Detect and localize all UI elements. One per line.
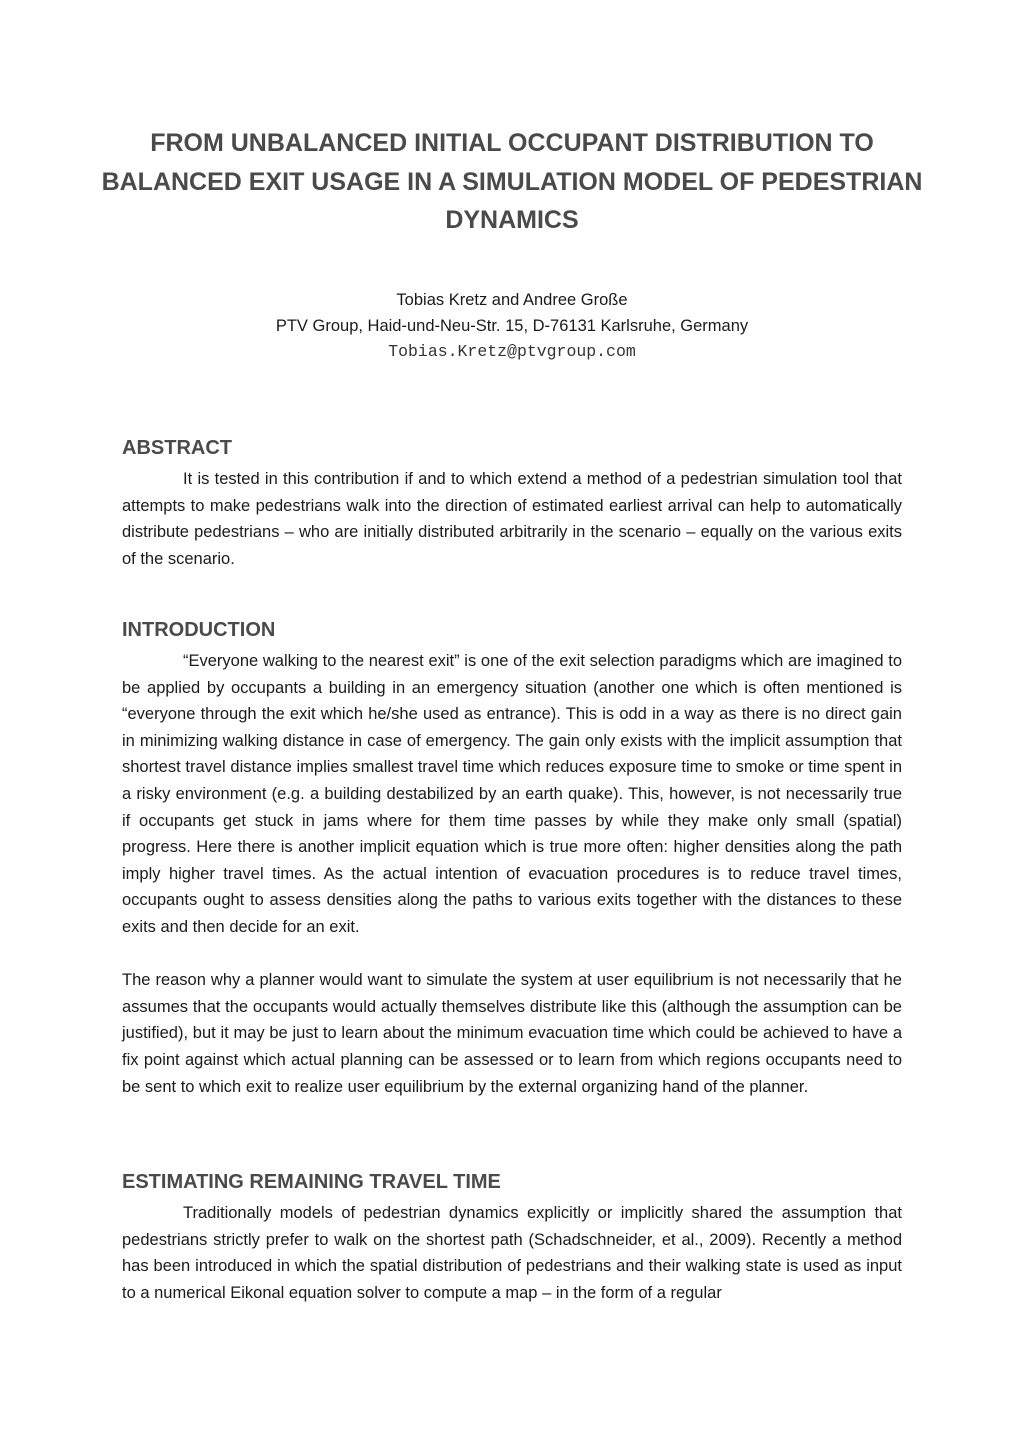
abstract-text: It is tested in this contribution if and to which extend a method of a pedestrian simulation tool that attempts to make pedestrians walk into the direction of estimated earliest arrival can help to automatically distribute pedestrians – who are initially distributed arbitrarily in the scenario – equally on the various exits of the scenario. [122, 470, 902, 568]
estimating-heading: ESTIMATING REMAINING TRAVEL TIME [122, 1171, 501, 1193]
author-block [0, 287, 1024, 339]
abstract-section [122, 434, 902, 572]
introduction-paragraph-2: The reason why a planner would want to simulate the system at user equilibrium is not necessarily that he assumes that the occupants would actually themselves distribute like this (although the assumption can be justified), but it may be just to learn about the minimum evacuation time which could be achieved to have a fix point against which actual planning can be assessed or to learn from which regions occupants need to be sent to which exit to realize user equilibrium by the external organizing hand of the planner. [122, 971, 902, 1096]
estimating-section [122, 1168, 902, 1306]
introduction-heading: INTRODUCTION [122, 619, 276, 641]
abstract-heading: ABSTRACT [122, 437, 232, 459]
author-names: Tobias Kretz and Andree Große [396, 291, 628, 309]
author-affiliation: PTV Group, Haid-und-Neu-Str. 15, D-76131 Karlsruhe, Germany [275, 317, 749, 335]
author-email[interactable]: Tobias.Kretz@ptvgroup.com [388, 342, 636, 361]
paper-title: FROM UNBALANCED INITIAL OCCUPANT DISTRIBUTION TO BALANCED EXIT USAGE IN A SIMULATION MODEL OF PEDESTRIAN DYNAMICS [101, 129, 923, 234]
introduction-paragraph-1: “Everyone walking to the nearest exit” is one of the exit selection paradigms which are imagined to be applied by occupants a building in an emergency situation (another one which is often mentioned is “everyone through the exit which he/she used as entrance). This is odd in a way as there is no direct gain in minimizing walking distance in case of emergency. The gain only exists with the implicit assumption that shortest travel distance implies smallest travel time which reduces exposure time to smoke or time spent in a risky environment (e.g. a building destabilized by an earth quake). This, however, is not necessarily true if occupants get stuck in jams where for them time passes by while they make only small (spatial) progress. Here there is another implicit equation which is true more often: higher densities along the path imply higher travel times. As the actual intention of evacuation procedures is to reduce travel times, occupants ought to assess densities along the paths to various exits together with the distances to these exits and then decide for an exit. [122, 652, 902, 936]
estimating-paragraph-1: Traditionally models of pedestrian dynamics explicitly or implicitly shared the assumption that pedestrians strictly prefer to walk on the shortest path (Schadschneider, et al., 2009). Recently a method has been introduced in which the spatial distribution of pedestrians and their walking state is used as input to a numerical Eikonal equation solver to compute a map – in the form of a regular [122, 1204, 902, 1302]
paragraph-gap [122, 941, 902, 968]
introduction-section [122, 616, 902, 1100]
